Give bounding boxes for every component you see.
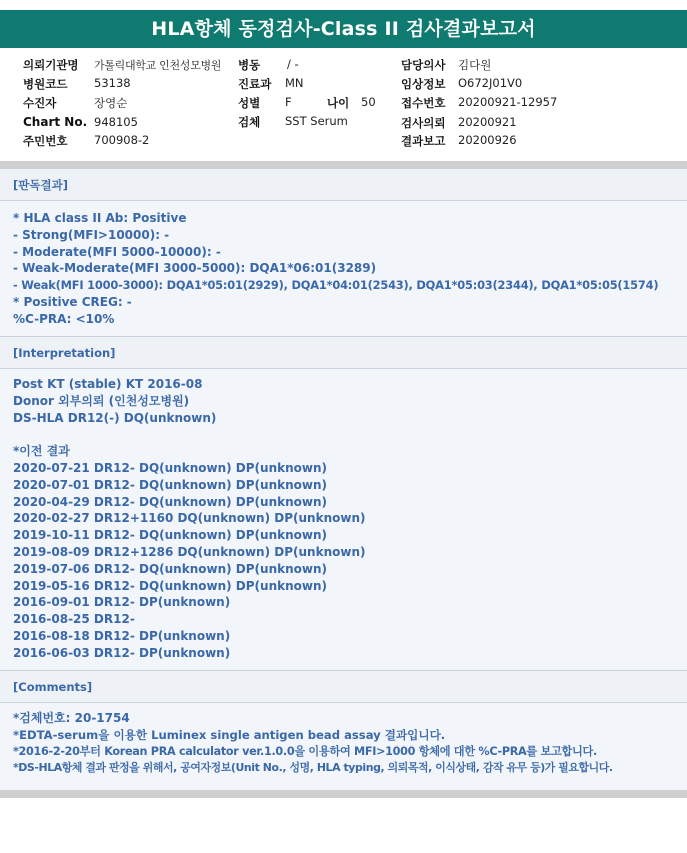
recipient-value: 장영순 [94, 96, 128, 110]
result-line: %C-PRA: <10% [13, 311, 115, 326]
interpretation-line: Post KT (stable) KT 2016-08 [13, 377, 203, 391]
recipient-label: 수진자 [23, 96, 57, 110]
institution-label: 의뢰기관명 [23, 58, 79, 72]
result-line: * HLA class II Ab: Positive [13, 211, 187, 225]
interpretation-line: 2019-07-06 DR12- DQ(unknown) DP(unknown) [13, 561, 327, 576]
interpretation-line: DS-HLA DR12(-) DQ(unknown) [13, 410, 217, 425]
doctor-value: 김다원 [458, 58, 492, 72]
report-title: HLA항체 동정검사-Class II 검사결과보고서 [0, 10, 687, 48]
result-line: - Strong(MFI>10000): - [13, 227, 170, 242]
interpretation-line [13, 426, 365, 443]
report-date-value: 20200926 [458, 133, 517, 147]
institution-value: 가톨릭대학교 인천성모병원 [94, 59, 222, 72]
comment-line: *EDTA-serum을 이용한 Luminex single antigen bead assay 결과입니다. [13, 727, 446, 742]
interpretation-line: Donor 외부의뢰 (인천성모병원) [13, 393, 190, 408]
result-line: - Weak(MFI 1000-3000): DQA1*05:01(2929), DQA1*04:01(2543), DQA1*05:03(2344), DQA1*05:05(1574) [13, 278, 659, 293]
info-divider [0, 161, 687, 168]
comment-line: *DS-HLA항체 결과 판정을 위해서, 공여자정보(Unit No., 성명, HLA typing, 의뢰목적, 이식상태, 감작 유무 등)가 필요합니다. [13, 761, 613, 775]
sex-label: 성별 [238, 96, 261, 110]
interpretation-line: 2019-10-11 DR12- DQ(unknown) DP(unknown) [13, 528, 327, 543]
ward-value: / - [287, 57, 299, 71]
resident-no-value: 700908-2 [94, 133, 150, 147]
report-content [0, 168, 687, 790]
clinical-info-value: O672J01V0 [458, 76, 523, 90]
request-date-value: 20200921 [458, 115, 517, 129]
report-date-label: 결과보고 [401, 134, 446, 148]
receipt-no-label: 접수번호 [401, 96, 446, 110]
comments-section-header: [Comments] [0, 670, 687, 703]
result-line: - Moderate(MFI 5000-10000): - [13, 244, 221, 259]
hospital-code-value: 53138 [94, 76, 131, 90]
doctor-label: 담당의사 [401, 58, 446, 72]
ward-label: 병동 [238, 58, 261, 72]
specimen-value: SST Serum [285, 114, 348, 128]
interpretation-line: 2020-02-27 DR12+1160 DQ(unknown) DP(unknown) [13, 511, 366, 526]
interpretation-line: 2019-05-16 DR12- DQ(unknown) DP(unknown) [13, 578, 327, 593]
department-label: 진료과 [238, 77, 272, 91]
result-section-body [13, 210, 658, 328]
interpretation-line: 2020-07-01 DR12- DQ(unknown) DP(unknown) [13, 477, 327, 492]
chart-no-label: Chart No. [23, 115, 88, 129]
interpretation-line: 2016-08-18 DR12- DP(unknown) [13, 628, 231, 643]
result-line: * Positive CREG: - [13, 294, 132, 309]
interpretation-line: 2016-06-03 DR12- DP(unknown) [13, 645, 231, 660]
patient-info-panel [0, 48, 687, 161]
interpretation-line: 2016-08-25 DR12- [13, 612, 135, 627]
sex-value: F [285, 95, 292, 109]
hospital-code-label: 병원코드 [23, 77, 68, 91]
chart-no-value: 948105 [94, 115, 138, 129]
result-section-header: [판독결과] [0, 168, 687, 201]
department-value: MN [285, 76, 304, 90]
interpretation-line: 2020-04-29 DR12- DQ(unknown) DP(unknown) [13, 494, 327, 509]
bottom-divider [0, 790, 687, 798]
interpretation-section-body [13, 376, 365, 662]
specimen-label: 검체 [238, 115, 261, 129]
interpretation-line: 2020-07-21 DR12- DQ(unknown) DP(unknown) [13, 460, 327, 475]
resident-no-label: 주민번호 [23, 134, 68, 148]
interpretation-line: *이전 결과 [13, 444, 70, 459]
clinical-info-label: 임상정보 [401, 77, 446, 91]
interpretation-section-header: [Interpretation] [0, 336, 687, 369]
age-value: 50 [361, 95, 376, 109]
interpretation-line: 2019-08-09 DR12+1286 DQ(unknown) DP(unknown) [13, 544, 366, 559]
comments-section-body [13, 710, 613, 777]
receipt-no-value: 20200921-12957 [458, 95, 558, 109]
interpretation-line: 2016-09-01 DR12- DP(unknown) [13, 595, 231, 610]
comment-line: *검체번호: 20-1754 [13, 711, 130, 725]
result-line: - Weak-Moderate(MFI 3000-5000): DQA1*06:01(3289) [13, 261, 377, 276]
request-date-label: 검사의뢰 [401, 116, 446, 130]
comment-line: *2016-2-20부터 Korean PRA calculator ver.1.0.0을 이용하여 MFI>1000 항체에 대한 %C-PRA를 보고합니다. [13, 744, 597, 758]
age-label: 나이 [327, 96, 350, 110]
